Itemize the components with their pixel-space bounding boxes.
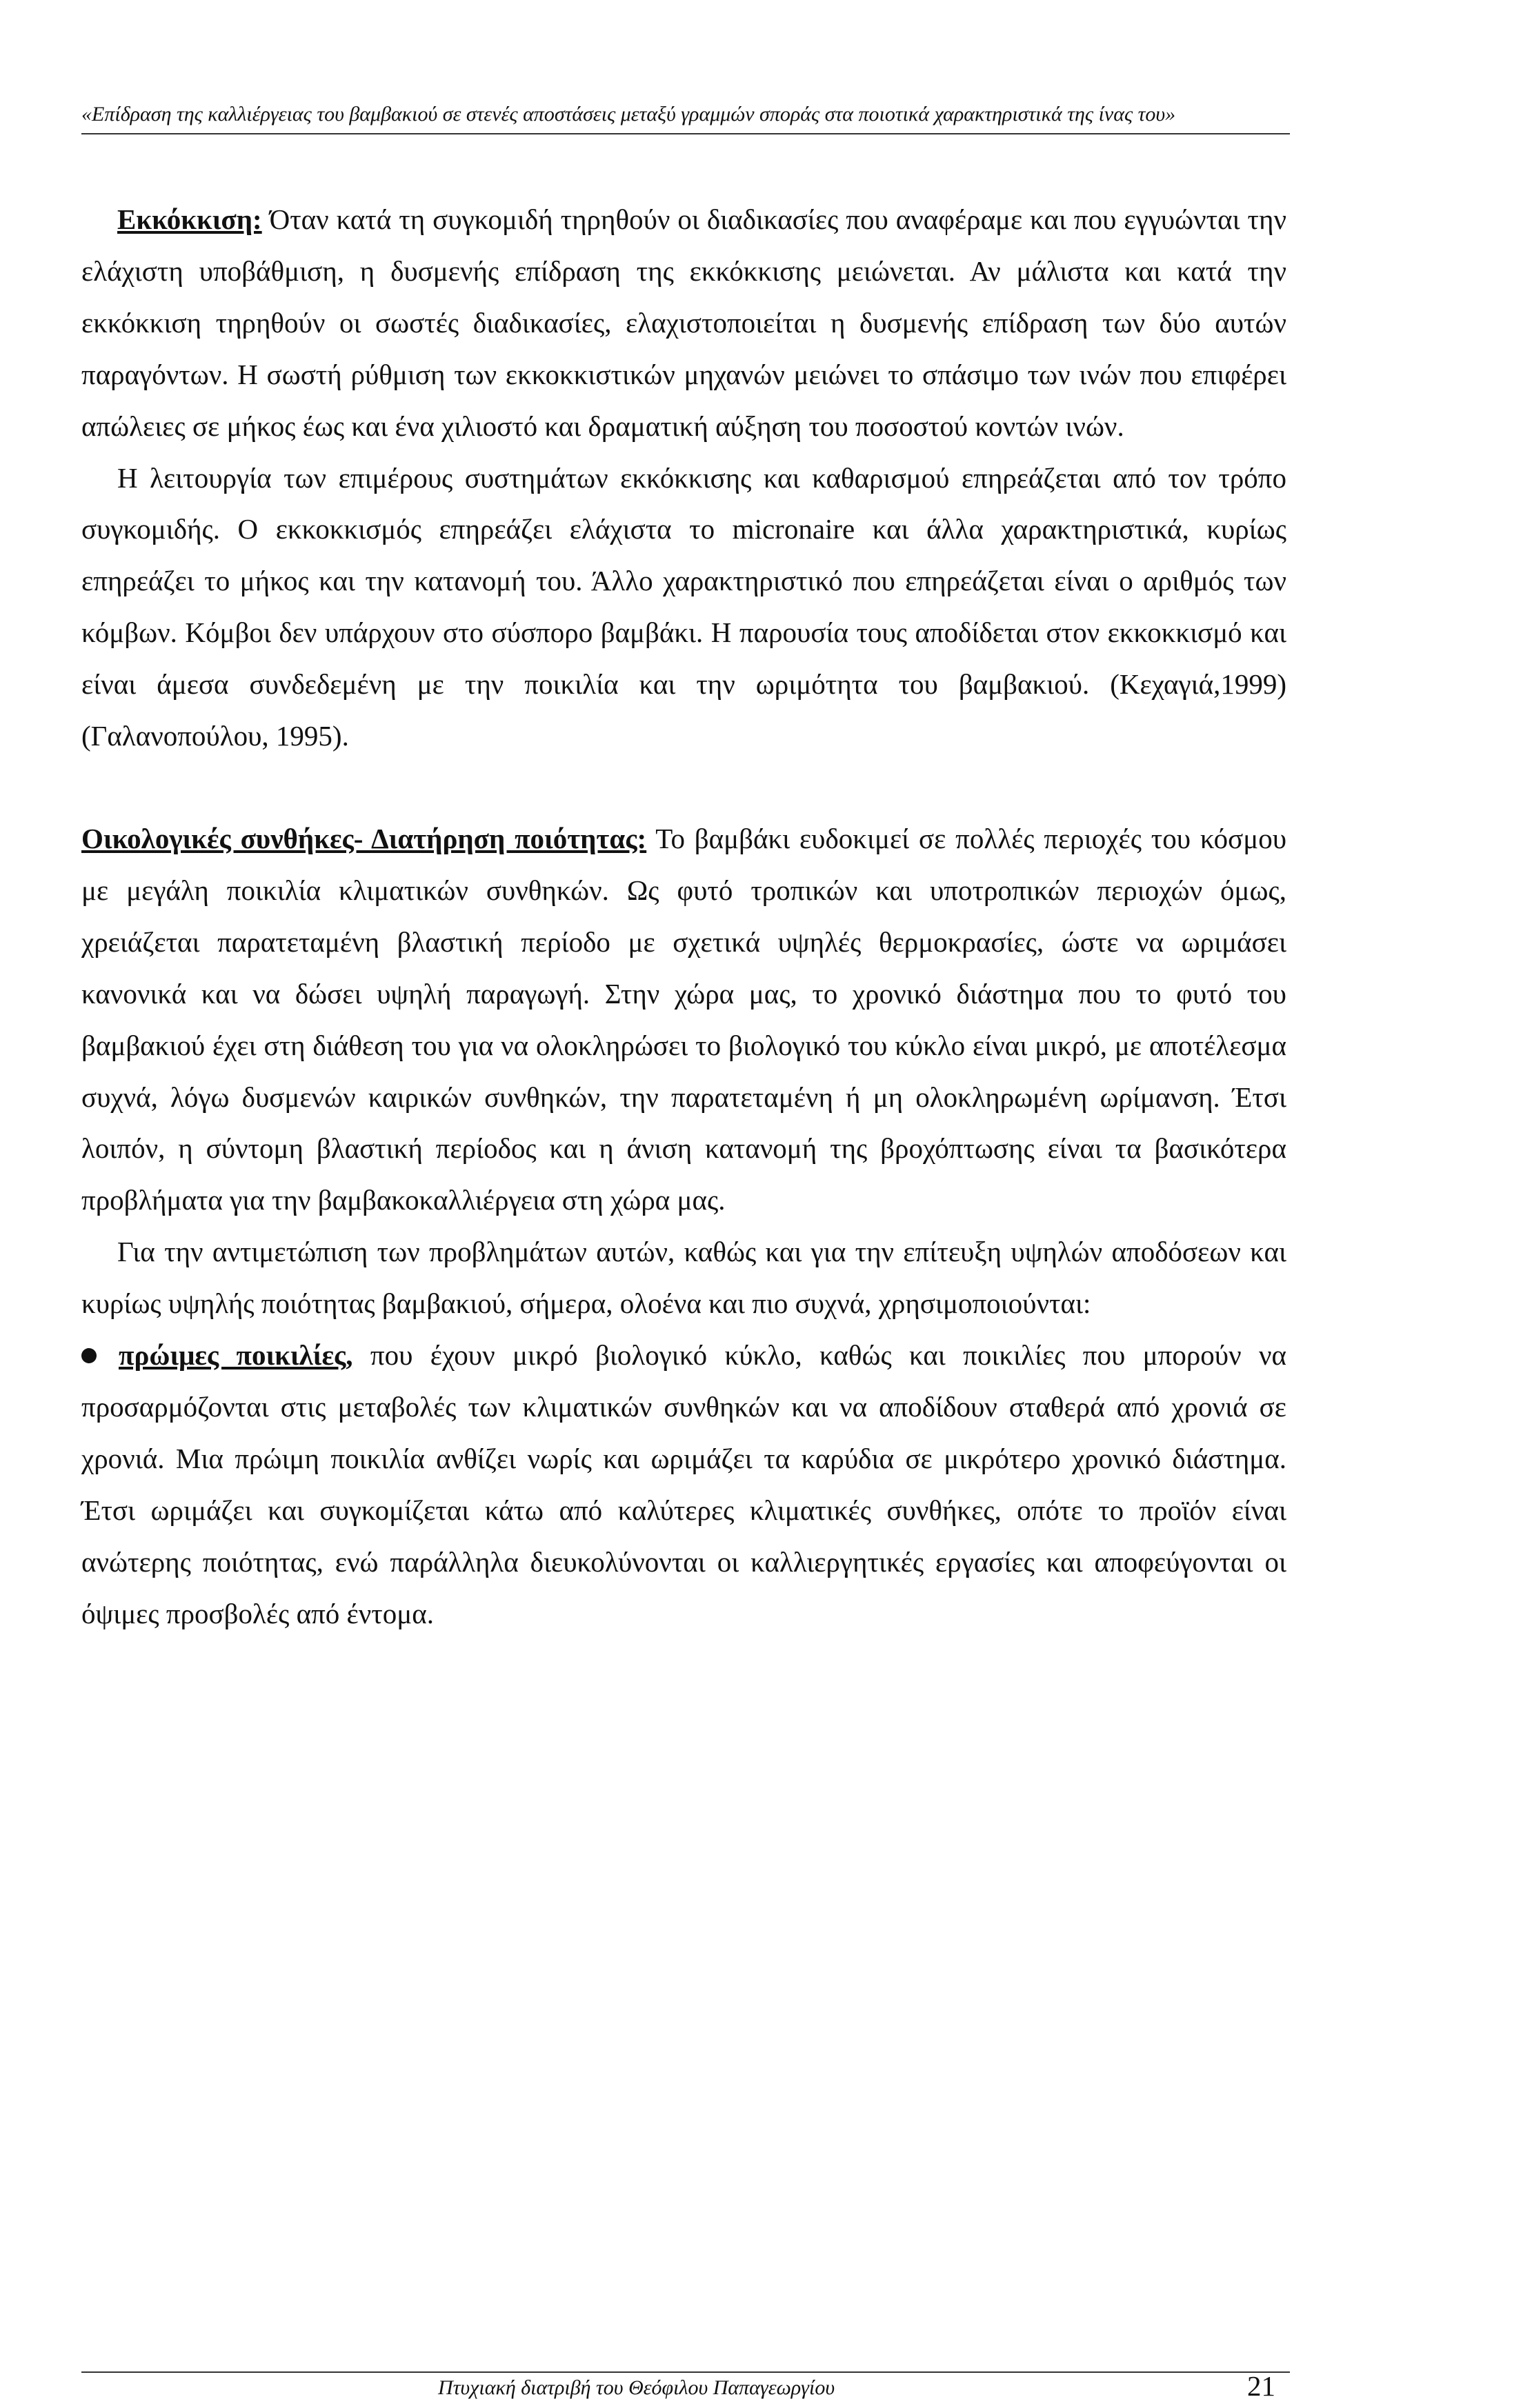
bullet-icon [81,1348,97,1363]
list-item-early-varieties [81,1330,1286,1639]
page-body [81,194,1286,1639]
ginning-heading: Εκκόκκιση: [117,203,262,235]
header-divider [81,133,1290,134]
ginning-paragraph-1 [81,194,1286,452]
ecology-heading: Οικολογικές συνθήκες- Διατήρηση ποιότητας: [81,822,647,854]
ginning-paragraph-1-text: Όταν κατά τη συγκομιδή τηρηθούν οι διαδικασίες που αναφέραμε και που εγγυώνται την ελάχιστη υποβάθμιση, η δυσμενής επίδραση της εκκόκκισης μειώνεται. Αν μάλιστα και κατά την εκκόκκιση τηρηθούν οι σωστές διαδικασίες, ελαχιστοποιείται η δυσμενής επίδραση των δύο αυτών παραγόντων. Η σωστή ρύθμιση των εκκοκκιστικών μηχανών μειώνει το σπάσιμο των ινών που επιφέρει απώλειες σε μήκος έως και ένα χιλιοστό και δραματική αύξηση του ποσοστού κοντών ινών. [81,203,1286,442]
footer-thesis-credit: Πτυχιακή διατριβή του Θεόφιλου Παπαγεωργίου [438,2376,835,2399]
ecology-paragraph-1 [81,813,1286,1226]
running-header: «Επίδραση της καλλιέργειας του βαμβακιού σε στενές αποστάσεις μεταξύ γραμμών σποράς στα ποιοτικά χαρακτηριστικά της ίνας του» [81,103,1176,126]
bullet-term: πρώιμες ποικιλίες, [119,1339,353,1372]
page-number: 21 [1247,2370,1275,2402]
ecology-paragraph-1-text: Το βαμβάκι ευδοκιμεί σε πολλές περιοχές του κόσμου με μεγάλη ποικιλία κλιματικών συνθηκών. Ως φυτό τροπικών και υποτροπικών περιοχών όμως, χρειάζεται παρατεταμένη βλαστική περίοδο με σχετικά υψηλές θερμοκρασίες, ώστε να ωριμάσει κανονικά και να δώσει υψηλή παραγωγή. Στην χώρα μας, το χρονικό διάστημα που το φυτό του βαμβακιού έχει στη διάθεση του για να ολοκληρώσει το βιολογικό του κύκλο είναι μικρό, με αποτέλεσμα συχνά, λόγω δυσμενών καιρικών συνθηκών, την παρατεταμένη ή μη ολοκληρωμένη ωρίμανση. Έτσι λοιπόν, η σύντομη βλαστική περίοδος και η άνιση κατανομή της βροχόπτωσης είναι τα βασικότερα προβλήματα για την βαμβακοκαλλιέργεια στη χώρα μας. [81,822,1286,1216]
ginning-paragraph-2: Η λειτουργία των επιμέρους συστημάτων εκκόκκισης και καθαρισμού επηρεάζεται από τον τρόπο συγκομιδής. Ο εκκοκκισμός επηρεάζει ελάχιστα το micronaire και άλλα χαρακτηριστικά, κυρίως επηρεάζει το μήκος και την κατανομή του. Άλλο χαρακτηριστικό που επηρεάζεται είναι ο αριθμός των κόμβων. Κόμβοι δεν υπάρχουν στο σύσπορο βαμβάκι. Η παρουσία τους αποδίδεται στον εκκοκκισμό και είναι άμεσα συνδεδεμένη με την ποικιλία και την ωριμότητα του βαμβακιού. (Κεχαγιά,1999)(Γαλανοπούλου, 1995). [81,461,1286,752]
footer-divider [81,2371,1290,2373]
ecology-paragraph-2: Για την αντιμετώπιση των προβλημάτων αυτών, καθώς και για την επίτευξη υψηλών αποδόσεων και κυρίως υψηλής ποιότητας βαμβακιού, σήμερα, ολοένα και πιο συχνά, χρησιμοποιούνται: [81,1236,1286,1320]
bullet-text: που έχουν μικρό βιολογικό κύκλο, καθώς και ποικιλίες που μπορούν να προσαρμόζονται στις μεταβολές των κλιματικών συνθηκών και να αποδίδουν σταθερά από χρονιά σε χρονιά. Μια πρώιμη ποικιλία ανθίζει νωρίς και ωριμάζει τα καρύδια σε μικρότερο χρονικό διάστημα. Έτσι ωριμάζει και συγκομίζεται κάτω από καλύτερες κλιματικές συνθήκες, οπότε το προϊόν είναι ανώτερης ποιότητας, ενώ παράλληλα διευκολύνονται οι καλλιεργητικές εργασίες και αποφεύγονται οι όψιμες προσβολές από έντομα. [81,1339,1286,1629]
